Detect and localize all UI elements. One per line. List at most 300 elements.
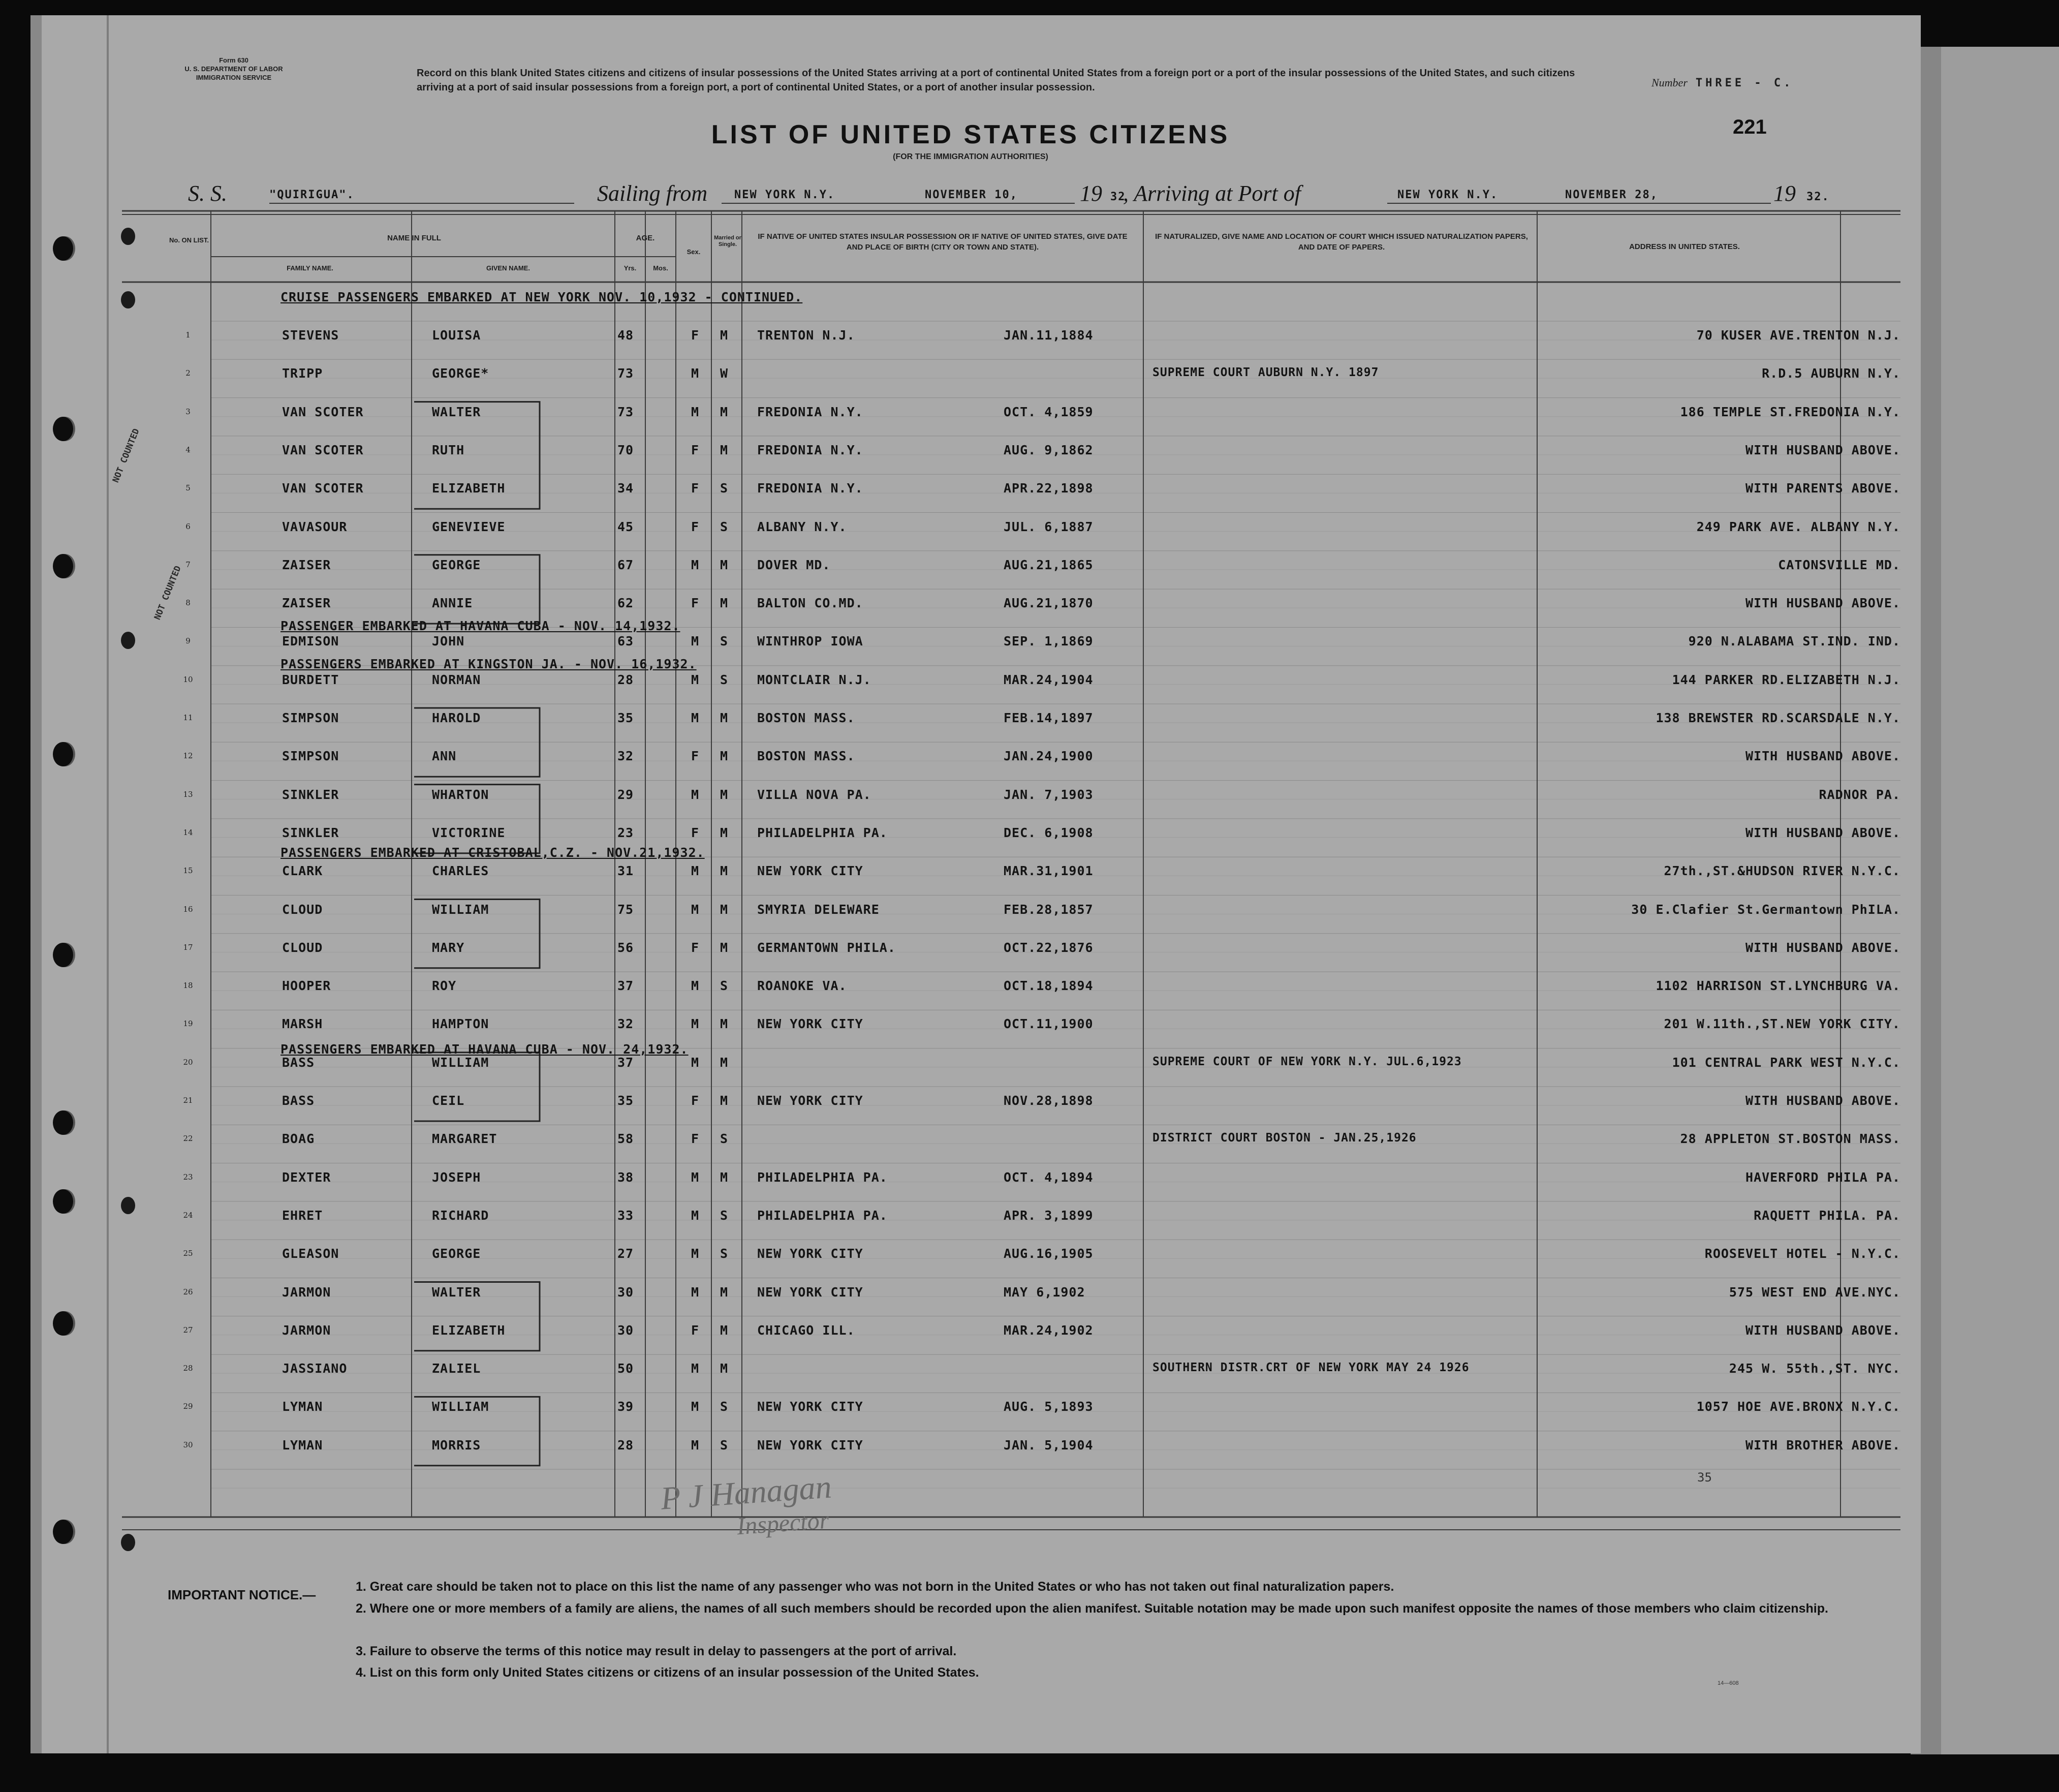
number-label: Number [1651, 76, 1688, 89]
row-number: 21 [183, 1096, 193, 1105]
family-name: DEXTER [282, 1170, 331, 1185]
birth-date: JAN. 7,1903 [1004, 787, 1094, 802]
notice-item: 4. List on this form only United States citizens or citizens of an insular possession of the United States. [356, 1665, 979, 1680]
marital-status: M [720, 1093, 729, 1108]
sex: M [691, 1055, 700, 1070]
notice-item: 3. Failure to observe the terms of this notice may result in delay to passengers at the port of arrival. [356, 1644, 957, 1658]
birthplace: FREDONIA N.Y. [757, 481, 863, 496]
family-name: BASS [282, 1093, 315, 1108]
naturalization-court: DISTRICT COURT BOSTON - JAN.25,1926 [1152, 1131, 1417, 1145]
birthplace: BALTON CO.MD. [757, 596, 863, 610]
arrival-year-prefix: 19 [1773, 181, 1796, 206]
birth-date: OCT. 4,1859 [1004, 405, 1094, 419]
birth-date: JAN. 5,1904 [1004, 1438, 1094, 1453]
birthplace: CHICAGO ILL. [757, 1323, 855, 1338]
punch-hole [53, 236, 73, 261]
intro-text: Record on this blank United States citizens and citizens of insular possessions of the United States arriving at a port of continental United States from a foreign port or a port of the insular possessions of the United States, and such citizens arriving at a port of said insular possessions from a foreign port, a port of continental United States, or a port of another insular possession. [417, 68, 1575, 93]
us-address: WITH PARENTS ABOVE. [1745, 481, 1900, 496]
age-years: 73 [617, 366, 634, 381]
sailing-date: NOVEMBER 10, [925, 189, 1018, 201]
row-number: 8 [185, 598, 191, 607]
age-years: 56 [617, 940, 634, 955]
sex: M [691, 634, 700, 648]
birthplace: DOVER MD. [757, 558, 831, 572]
sex: F [691, 443, 700, 457]
row-number: 23 [183, 1172, 193, 1182]
binding-hole [121, 1534, 135, 1551]
row-number: 3 [185, 407, 191, 416]
col-header-mos: Mos. [653, 264, 668, 272]
form-identifier [122, 56, 346, 82]
row-number: 22 [183, 1134, 193, 1143]
section-heading: PASSENGERS EMBARKED AT HAVANA CUBA - NOV. 24,1932. [280, 1042, 689, 1057]
inspector-signature: P J Hanagan [659, 1468, 833, 1517]
marital-status: W [720, 366, 729, 381]
us-address: CATONSVILLE MD. [1778, 558, 1900, 572]
age-years: 73 [617, 405, 634, 419]
sex: F [691, 1323, 700, 1338]
row-number: 6 [185, 522, 191, 531]
age-years: 29 [617, 787, 634, 802]
col-header-married: Married or Single. [714, 235, 741, 248]
underlying-sheet [1911, 47, 2059, 1754]
age-years: 70 [617, 443, 634, 457]
age-years: 33 [617, 1208, 634, 1223]
section-heading: PASSENGERS EMBARKED AT CRISTOBAL,C.Z. - NOV.21,1932. [280, 845, 705, 860]
age-years: 48 [617, 328, 634, 343]
row-number: 10 [183, 675, 193, 684]
age-years: 37 [617, 978, 634, 993]
age-years: 35 [617, 710, 634, 725]
row-number: 12 [183, 751, 193, 760]
punch-hole [53, 554, 73, 578]
row-number: 4 [185, 445, 191, 454]
arrival-date: NOVEMBER 28, [1565, 189, 1658, 201]
row-number: 9 [185, 636, 191, 645]
us-address: 1057 HOE AVE.BRONX N.Y.C. [1696, 1399, 1900, 1414]
sailing-rule [722, 203, 1075, 204]
us-address: 575 WEST END AVE.NYC. [1729, 1285, 1900, 1300]
sex: M [691, 1208, 700, 1223]
binding-hole [121, 291, 135, 308]
sex: F [691, 519, 700, 534]
sex: M [691, 902, 700, 917]
birthplace: GERMANTOWN PHILA. [757, 940, 896, 955]
given-name: RUTH [432, 443, 465, 457]
form-code: 14—608 [1718, 1680, 1739, 1686]
sex: M [691, 1399, 700, 1414]
us-address: 101 CENTRAL PARK WEST N.Y.C. [1672, 1055, 1900, 1070]
birthplace: FREDONIA N.Y. [757, 405, 863, 419]
given-name: ANNIE [432, 596, 473, 610]
marital-status: M [720, 1170, 729, 1185]
arriving-label: , Arriving at Port of [1123, 181, 1301, 206]
sex: F [691, 481, 700, 496]
marital-status: M [720, 1361, 729, 1376]
sex: F [691, 825, 700, 840]
family-name: TRIPP [282, 366, 323, 381]
section-heading: PASSENGERS EMBARKED AT KINGSTON JA. - NOV. 16,1932. [280, 657, 697, 671]
birth-date: FEB.28,1857 [1004, 902, 1094, 917]
col-header-birthplace: IF NATIVE OF UNITED STATES INSULAR POSSESSION OR IF NATIVE OF UNITED STATES, GIVE DATE AND PLACE OF BIRTH (CITY OR TOWN AND STATE). [758, 232, 1128, 252]
row-number: 27 [183, 1325, 193, 1335]
ship-name: "QUIRIGUA". [269, 189, 355, 201]
row-number: 24 [183, 1211, 193, 1220]
service-name: IMMIGRATION SERVICE [196, 74, 272, 81]
given-name: LOUISA [432, 328, 481, 343]
birthplace: BOSTON MASS. [757, 710, 855, 725]
family-name: ZAISER [282, 558, 331, 572]
given-name: HAMPTON [432, 1016, 489, 1031]
list-number [1651, 76, 1793, 89]
row-number: 2 [185, 368, 191, 378]
us-address: 245 W. 55th.,ST. NYC. [1729, 1361, 1900, 1376]
us-address: 30 E.Clafier St.Germantown PhILA. [1631, 902, 1900, 917]
birthplace: ROANOKE VA. [757, 978, 847, 993]
birthplace: PHILADELPHIA PA. [757, 825, 888, 840]
page-count: 35 [1697, 1470, 1712, 1485]
punch-hole [53, 943, 73, 967]
family-name: SINKLER [282, 825, 339, 840]
arrival-rule [1387, 203, 1771, 204]
marital-status: M [720, 863, 729, 878]
given-name: CEIL [432, 1093, 465, 1108]
us-address: RAQUETT PHILA. PA. [1754, 1208, 1900, 1223]
us-address: WITH HUSBAND ABOVE. [1745, 825, 1900, 840]
sex: F [691, 1093, 700, 1108]
marital-status: S [720, 481, 729, 496]
birthplace: TRENTON N.J. [757, 328, 855, 343]
given-name: MORRIS [432, 1438, 481, 1453]
sex: M [691, 672, 700, 687]
sheet-edge [30, 15, 42, 1753]
naturalization-court: SOUTHERN DISTR.CRT OF NEW YORK MAY 24 1926 [1152, 1361, 1470, 1374]
birthplace: PHILADELPHIA PA. [757, 1208, 888, 1223]
col-header-age: AGE. [636, 234, 655, 242]
us-address: 70 KUSER AVE.TRENTON N.J. [1696, 328, 1900, 343]
marital-status: S [720, 672, 729, 687]
us-address: 1102 HARRISON ST.LYNCHBURG VA. [1656, 978, 1900, 993]
family-name: CLOUD [282, 940, 323, 955]
family-name: EHRET [282, 1208, 323, 1223]
given-name: WHARTON [432, 787, 489, 802]
given-name: ELIZABETH [432, 481, 506, 496]
marital-status: M [720, 940, 729, 955]
given-name: WILLIAM [432, 1055, 489, 1070]
sex: F [691, 328, 700, 343]
marital-status: M [720, 787, 729, 802]
age-years: 75 [617, 902, 634, 917]
us-address: WITH HUSBAND ABOVE. [1745, 1323, 1900, 1338]
binding-hole [121, 1197, 135, 1214]
given-name: MARGARET [432, 1131, 497, 1146]
row-number: 29 [183, 1402, 193, 1411]
birth-date: JUL. 6,1887 [1004, 519, 1094, 534]
age-years: 28 [617, 672, 634, 687]
marital-status: S [720, 1131, 729, 1146]
age-years: 32 [617, 1016, 634, 1031]
marital-status: M [720, 902, 729, 917]
given-name: GEORGE* [432, 366, 489, 381]
page-subtitle: (FOR THE IMMIGRATION AUTHORITIES) [893, 152, 1048, 161]
voyage-line [188, 180, 1880, 207]
birth-date: MAY 6,1902 [1004, 1285, 1085, 1300]
naturalization-court: SUPREME COURT AUBURN N.Y. 1897 [1152, 366, 1379, 379]
family-name: CLARK [282, 863, 323, 878]
family-name: ZAISER [282, 596, 331, 610]
given-name: ELIZABETH [432, 1323, 506, 1338]
row-number: 5 [185, 483, 191, 492]
sailing-year-prefix: 19 [1080, 181, 1102, 206]
given-name: WILLIAM [432, 902, 489, 917]
notice-label: IMPORTANT NOTICE.— [168, 1587, 316, 1602]
marital-status: M [720, 1055, 729, 1070]
col-header-name: NAME IN FULL [387, 234, 441, 242]
given-name: WALTER [432, 1285, 481, 1300]
birthplace: FREDONIA N.Y. [757, 443, 863, 457]
given-name: GENEVIEVE [432, 519, 506, 534]
row-number: 26 [183, 1287, 193, 1296]
us-address: 144 PARKER RD.ELIZABETH N.J. [1672, 672, 1900, 687]
us-address: 28 APPLETON ST.BOSTON MASS. [1680, 1131, 1900, 1146]
margin-note: NOT COUNTED [152, 564, 183, 622]
birthplace: WINTHROP IOWA [757, 634, 863, 648]
marital-status: S [720, 634, 729, 648]
birth-date: OCT.18,1894 [1004, 978, 1094, 993]
us-address: ROOSEVELT HOTEL - N.Y.C. [1704, 1246, 1900, 1261]
sex: F [691, 940, 700, 955]
given-name: JOSEPH [432, 1170, 481, 1185]
birthplace: NEW YORK CITY [757, 1093, 863, 1108]
age-years: 62 [617, 596, 634, 610]
given-name: GEORGE [432, 1246, 481, 1261]
family-name: JARMON [282, 1323, 331, 1338]
marital-status: M [720, 596, 729, 610]
row-number: 14 [183, 828, 193, 837]
col-header-address: ADDRESS IN UNITED STATES. [1629, 242, 1740, 251]
family-name: SIMPSON [282, 710, 339, 725]
sex: F [691, 749, 700, 763]
birthplace: NEW YORK CITY [757, 1399, 863, 1414]
birth-date: APR.22,1898 [1004, 481, 1094, 496]
arrival-year: 32. [1806, 191, 1830, 203]
sailing-port: NEW YORK N.Y. [734, 189, 835, 201]
birth-date: MAR.24,1902 [1004, 1323, 1094, 1338]
sex: F [691, 596, 700, 610]
us-address: WITH HUSBAND ABOVE. [1745, 443, 1900, 457]
age-years: 34 [617, 481, 634, 496]
punch-hole [53, 1520, 73, 1544]
marital-status: M [720, 749, 729, 763]
given-name: WILLIAM [432, 1399, 489, 1414]
form-number: Form 630 [219, 56, 248, 64]
birthplace: NEW YORK CITY [757, 1246, 863, 1261]
marital-status: M [720, 405, 729, 419]
row-number: 16 [183, 905, 193, 914]
marital-status: S [720, 1208, 729, 1223]
birth-date: MAR.31,1901 [1004, 863, 1094, 878]
age-years: 30 [617, 1285, 634, 1300]
row-number: 17 [183, 943, 193, 952]
birthplace: ALBANY N.Y. [757, 519, 847, 534]
page-title: LIST OF UNITED STATES CITIZENS [711, 120, 1230, 149]
us-address: HAVERFORD PHILA PA. [1745, 1170, 1900, 1185]
ship-rule [269, 203, 574, 204]
row-number: 25 [183, 1249, 193, 1258]
family-name: BOAG [282, 1131, 315, 1146]
notice-item: 2. Where one or more members of a family are aliens, the names of all such members should be recorded upon the alien manifest. Suitable notation may be made upon such manifest opposite the names of those members who claim citizenship. [356, 1601, 1828, 1616]
sex: M [691, 558, 700, 572]
family-name: LYMAN [282, 1438, 323, 1453]
us-address: 138 BREWSTER RD.SCARSDALE N.Y. [1656, 710, 1900, 725]
us-address: WITH HUSBAND ABOVE. [1745, 940, 1900, 955]
marital-status: M [720, 710, 729, 725]
us-address: 920 N.ALABAMA ST.IND. IND. [1688, 634, 1900, 648]
row-number: 7 [185, 560, 191, 569]
punch-hole [53, 742, 73, 766]
sex: M [691, 405, 700, 419]
birth-date: AUG. 5,1893 [1004, 1399, 1094, 1414]
birth-date: APR. 3,1899 [1004, 1208, 1094, 1223]
row-number: 20 [183, 1058, 193, 1067]
age-years: 58 [617, 1131, 634, 1146]
given-name: WALTER [432, 405, 481, 419]
family-name: VAN SCOTER [282, 481, 364, 496]
given-name: HAROLD [432, 710, 481, 725]
birth-date: OCT.22,1876 [1004, 940, 1094, 955]
us-address: WITH HUSBAND ABOVE. [1745, 1093, 1900, 1108]
sex: M [691, 366, 700, 381]
birthplace: SMYRIA DELEWARE [757, 902, 880, 917]
notice-item: 1. Great care should be taken not to place on this list the name of any passenger who was not born in the United States or who has not taken out final naturalization papers. [356, 1580, 1394, 1594]
binding-hole [121, 228, 135, 245]
birth-date: AUG.21,1870 [1004, 596, 1094, 610]
age-years: 45 [617, 519, 634, 534]
age-years: 67 [617, 558, 634, 572]
family-name: EDMISON [282, 634, 339, 648]
family-name: BASS [282, 1055, 315, 1070]
col-header-family: FAMILY NAME. [287, 264, 333, 272]
given-name: ROY [432, 978, 457, 993]
age-years: 39 [617, 1399, 634, 1414]
birthplace: NEW YORK CITY [757, 1438, 863, 1453]
us-address: WITH HUSBAND ABOVE. [1745, 749, 1900, 763]
age-years: 30 [617, 1323, 634, 1338]
family-name: MARSH [282, 1016, 323, 1031]
birth-date: AUG.21,1865 [1004, 558, 1094, 572]
manifest-page [30, 15, 1921, 1753]
row-number: 18 [183, 981, 193, 990]
birth-date: JAN.24,1900 [1004, 749, 1094, 763]
row-number: 19 [183, 1019, 193, 1028]
margin-note: NOT COUNTED [111, 427, 142, 484]
row-number: 15 [183, 866, 193, 875]
birth-date: SEP. 1,1869 [1004, 634, 1094, 648]
sex: F [691, 1131, 700, 1146]
age-years: 28 [617, 1438, 634, 1453]
punch-hole [53, 1189, 73, 1214]
birthplace: NEW YORK CITY [757, 1016, 863, 1031]
marital-status: M [720, 1323, 729, 1338]
us-address: 249 PARK AVE. ALBANY N.Y. [1696, 519, 1900, 534]
given-name: NORMAN [432, 672, 481, 687]
birth-date: OCT. 4,1894 [1004, 1170, 1094, 1185]
family-name: STEVENS [282, 328, 339, 343]
binding-hole [121, 632, 135, 649]
marital-status: M [720, 825, 729, 840]
us-address: R.D.5 AUBURN N.Y. [1762, 366, 1900, 381]
marital-status: S [720, 1399, 729, 1414]
family-name: GLEASON [282, 1246, 339, 1261]
given-name: GEORGE [432, 558, 481, 572]
birth-date: MAR.24,1904 [1004, 672, 1094, 687]
birthplace: MONTCLAIR N.J. [757, 672, 871, 687]
age-years: 32 [617, 749, 634, 763]
marital-status: S [720, 519, 729, 534]
age-years: 63 [617, 634, 634, 648]
age-years: 23 [617, 825, 634, 840]
punch-hole [53, 1110, 73, 1135]
age-years: 27 [617, 1246, 634, 1261]
row-number: 13 [183, 790, 193, 799]
birth-date: FEB.14,1897 [1004, 710, 1094, 725]
given-name: CHARLES [432, 863, 489, 878]
birth-date: OCT.11,1900 [1004, 1016, 1094, 1031]
marital-status: S [720, 1246, 729, 1261]
punch-hole [53, 417, 73, 441]
us-address: WITH BROTHER ABOVE. [1745, 1438, 1900, 1453]
family-name: LYMAN [282, 1399, 323, 1414]
family-name: JASSIANO [282, 1361, 348, 1376]
birth-date: NOV.28,1898 [1004, 1093, 1094, 1108]
number-value: THREE - C. [1695, 77, 1794, 89]
col-header-given: GIVEN NAME. [486, 264, 530, 272]
us-address: WITH HUSBAND ABOVE. [1745, 596, 1900, 610]
age-years: 38 [617, 1170, 634, 1185]
row-number: 28 [183, 1364, 193, 1373]
punch-hole [53, 1311, 73, 1336]
birthplace: PHILADELPHIA PA. [757, 1170, 888, 1185]
given-name: VICTORINE [432, 825, 506, 840]
marital-status: M [720, 328, 729, 343]
birthplace: NEW YORK CITY [757, 863, 863, 878]
sex: M [691, 978, 700, 993]
sex: M [691, 1170, 700, 1185]
family-name: VAN SCOTER [282, 443, 364, 457]
birth-date: JAN.11,1884 [1004, 328, 1094, 343]
sex: M [691, 863, 700, 878]
arrival-port: NEW YORK N.Y. [1397, 189, 1499, 201]
marital-status: M [720, 1285, 729, 1300]
age-years: 35 [617, 1093, 634, 1108]
birthplace: NEW YORK CITY [757, 1285, 863, 1300]
row-number: 1 [185, 330, 191, 339]
ss-label: S. S. [188, 181, 227, 206]
col-header-yrs: Yrs. [623, 264, 637, 272]
family-name: HOOPER [282, 978, 331, 993]
marital-status: M [720, 443, 729, 457]
marital-status: S [720, 1438, 729, 1453]
birth-date: DEC. 6,1908 [1004, 825, 1094, 840]
family-name: BURDETT [282, 672, 339, 687]
birth-date: AUG. 9,1862 [1004, 443, 1094, 457]
us-address: 27th.,ST.&HUDSON RIVER N.Y.C. [1664, 863, 1900, 878]
sheet-margin-line [107, 15, 109, 1753]
family-name: CLOUD [282, 902, 323, 917]
given-name: JOHN [432, 634, 465, 648]
birthplace: VILLA NOVA PA. [757, 787, 871, 802]
family-name: VAVASOUR [282, 519, 348, 534]
